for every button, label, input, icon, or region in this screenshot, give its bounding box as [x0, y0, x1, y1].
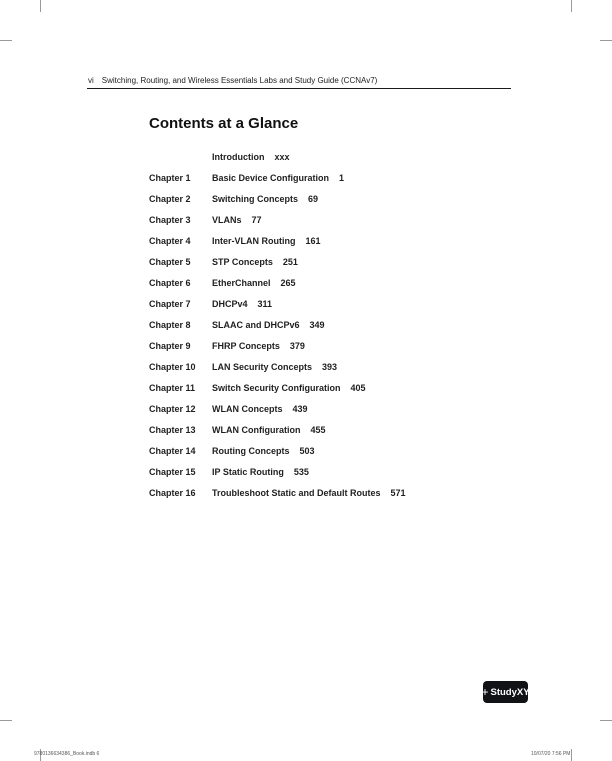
toc-entry[interactable]	[149, 230, 529, 251]
crop-mark-top-right	[571, 0, 572, 12]
toc-chapter-label: Chapter 12	[149, 403, 196, 414]
toc-entry[interactable]	[149, 482, 529, 503]
toc-entry-title: VLANs	[212, 214, 242, 225]
toc-entry-page: 265	[280, 277, 296, 288]
toc-chapter-label: Chapter 13	[149, 424, 196, 435]
toc-entry[interactable]	[149, 209, 529, 230]
toc-entry-page: 349	[309, 319, 325, 330]
crop-mark-right-top	[600, 40, 612, 41]
toc-entry-page: 503	[299, 445, 315, 456]
brand-name: StudyXY	[490, 686, 530, 698]
toc-entry[interactable]	[149, 293, 529, 314]
toc-entry-page: 571	[390, 487, 406, 498]
toc-entry-page: 455	[310, 424, 326, 435]
toc-entry-title: WLAN Configuration	[212, 424, 301, 435]
toc-entry-title: Switching Concepts	[212, 193, 299, 204]
toc-entry-page: 161	[305, 235, 321, 246]
plus-icon: +	[481, 685, 489, 699]
toc-entry-page: 1	[339, 172, 345, 183]
toc-entry-page: 69	[308, 193, 319, 204]
toc-entry-page: 405	[350, 382, 366, 393]
toc-entry-title: STP Concepts	[212, 256, 273, 267]
toc-entry-title: Basic Device Configuration	[212, 172, 330, 183]
toc-entry-title: Inter-VLAN Routing	[212, 235, 296, 246]
toc-entry[interactable]	[149, 461, 529, 482]
toc-entry-page: xxx	[274, 151, 290, 162]
toc-chapter-label: Chapter 9	[149, 340, 191, 351]
toc-entry-title: WLAN Concepts	[212, 403, 283, 414]
toc-chapter-label: Chapter 11	[149, 382, 196, 393]
toc-entry[interactable]	[149, 377, 529, 398]
toc-entry-page: 77	[251, 214, 262, 225]
toc-entry[interactable]	[149, 356, 529, 377]
toc-entry[interactable]	[149, 251, 529, 272]
page-folio: vi	[88, 76, 94, 85]
toc-entry[interactable]	[149, 146, 529, 167]
crop-mark-right-bottom	[600, 720, 612, 721]
toc-entry-page: 535	[293, 466, 309, 477]
toc-chapter-label: Chapter 10	[149, 361, 196, 372]
toc-entry-title: IP Static Routing	[212, 466, 284, 477]
toc-entry[interactable]	[149, 419, 529, 440]
toc-chapter-label: Chapter 2	[149, 193, 191, 204]
toc-list	[149, 146, 529, 503]
toc-chapter-label: Chapter 15	[149, 466, 196, 477]
toc-entry[interactable]	[149, 167, 529, 188]
toc-chapter-label: Chapter 1	[149, 172, 191, 183]
toc-chapter-label: Chapter 7	[149, 298, 191, 309]
crop-mark-bottom-right	[571, 749, 572, 761]
toc-entry-page: 251	[282, 256, 298, 267]
toc-entry-title: Switch Security Configuration	[212, 382, 341, 393]
toc-entry[interactable]	[149, 440, 529, 461]
running-head	[88, 76, 377, 85]
toc-entry-title: DHCPv4	[212, 298, 248, 309]
toc-chapter-label: Chapter 4	[149, 235, 191, 246]
toc-entry-page: 439	[292, 403, 308, 414]
header-rule	[87, 88, 511, 89]
toc-entry-title: Troubleshoot Static and Default Routes	[212, 487, 381, 498]
toc-entry-title: EtherChannel	[212, 277, 271, 288]
toc-chapter-label: Chapter 6	[149, 277, 191, 288]
crop-mark-left-top	[0, 40, 12, 41]
toc-chapter-label: Chapter 16	[149, 487, 196, 498]
toc-chapter-label: Chapter 3	[149, 214, 191, 225]
toc-entry[interactable]	[149, 335, 529, 356]
toc-entry-title: Introduction	[212, 151, 265, 162]
toc-entry[interactable]	[149, 272, 529, 293]
toc-entry-title: LAN Security Concepts	[212, 361, 313, 372]
toc-entry[interactable]	[149, 188, 529, 209]
toc-entry[interactable]	[149, 398, 529, 419]
toc-chapter-label: Chapter 14	[149, 445, 196, 456]
toc-entry-title: Routing Concepts	[212, 445, 290, 456]
print-slug-timestamp: 10/07/20 7:56 PM	[531, 751, 571, 757]
toc-entry[interactable]	[149, 314, 529, 335]
toc-chapter-label: Chapter 8	[149, 319, 191, 330]
crop-mark-left-bottom	[0, 720, 12, 721]
toc-entry-page: 311	[257, 298, 273, 309]
crop-mark-top-left	[40, 0, 41, 12]
toc-entry-page: 393	[322, 361, 338, 372]
toc-entry-page: 379	[289, 340, 305, 351]
toc-chapter-label: Chapter 5	[149, 256, 191, 267]
studyxy-logo-badge[interactable]	[483, 681, 528, 703]
toc-entry-title: SLAAC and DHCPv6	[212, 319, 300, 330]
print-slug-file: 9780136634386_Book.indb 6	[34, 751, 100, 757]
running-head-title: Switching, Routing, and Wireless Essentials Labs and Study Guide (CCNAv7)	[101, 76, 378, 85]
toc-entry-title: FHRP Concepts	[212, 340, 280, 351]
page-title: Contents at a Glance	[149, 115, 299, 132]
